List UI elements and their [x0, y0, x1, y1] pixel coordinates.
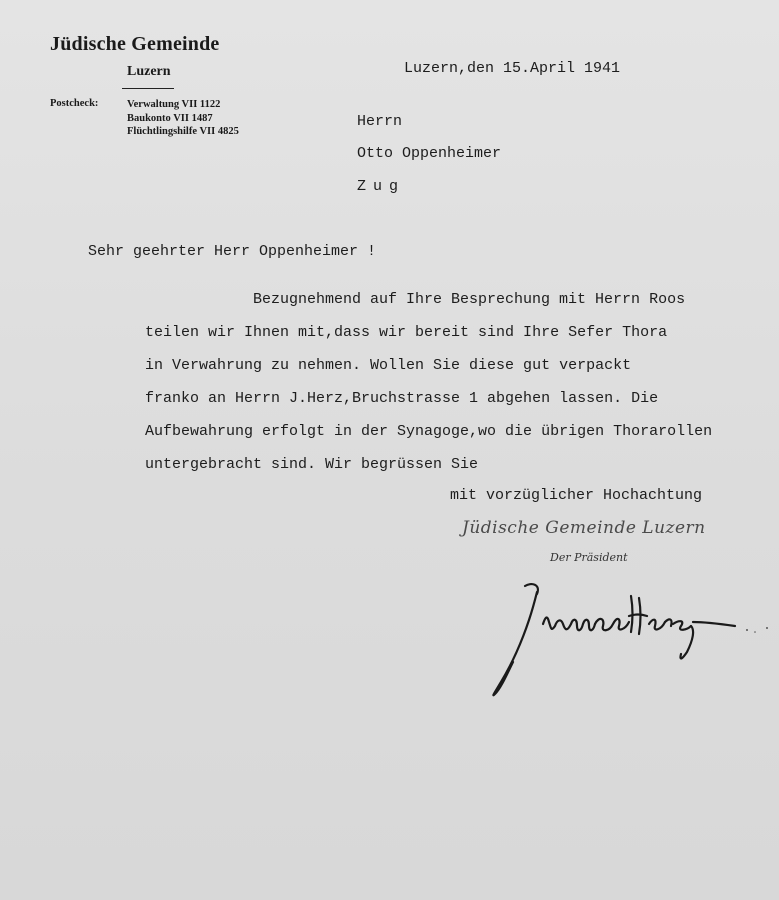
body-line: Bezugnehmend auf Ihre Besprechung mit Herrn Roos — [253, 291, 686, 308]
body-line: Aufbewahrung erfolgt in der Synagoge,wo die übrigen Thorarollen — [145, 423, 713, 440]
stamp-subtext: Der Präsident — [550, 551, 628, 564]
recipient-title: Herrn — [357, 113, 403, 130]
postcheck-account: Verwaltung VII 1122 — [127, 99, 221, 110]
date-line: Luzern,den 15.April 1941 — [404, 60, 621, 77]
closing-line: mit vorzüglicher Hochachtung — [450, 487, 703, 504]
handwritten-signature — [485, 578, 775, 703]
body-line: untergebracht sind. Wir begrüssen Sie — [145, 456, 479, 473]
body-line: franko an Herrn J.Herz,Bruchstrasse 1 abgehen lassen. Die — [145, 390, 659, 407]
salutation: Sehr geehrter Herr Oppenheimer ! — [88, 243, 377, 260]
letterhead-rule — [122, 88, 174, 89]
postcheck-account: Flüchtlingshilfe VII 4825 — [127, 126, 239, 137]
postcheck-accounts — [127, 98, 239, 139]
letterhead-org-city: Luzern — [127, 64, 171, 79]
recipient-city: Zug — [357, 178, 406, 195]
postcheck-label: Postcheck: — [50, 98, 99, 109]
body-line: in Verwahrung zu nehmen. Wollen Sie diese gut verpackt — [145, 357, 632, 374]
body-line: teilen wir Ihnen mit,dass wir bereit sind Ihre Sefer Thora — [145, 324, 668, 341]
postcheck-account: Baukonto VII 1487 — [127, 112, 213, 124]
letterhead-org-name: Jüdische Gemeinde — [50, 33, 220, 55]
organization-stamp: Jüdische Gemeinde Luzern — [462, 518, 706, 538]
recipient-name: Otto Oppenheimer — [357, 145, 502, 162]
